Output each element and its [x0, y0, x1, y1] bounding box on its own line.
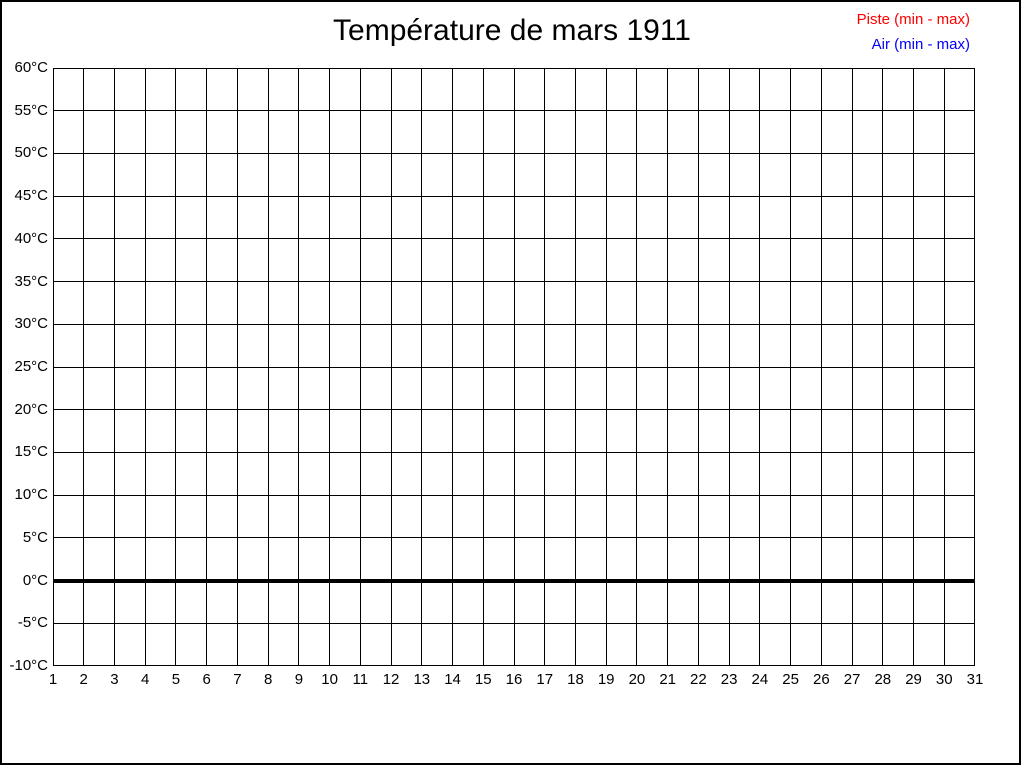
grid-line-horizontal [53, 495, 975, 496]
x-tick-label: 17 [536, 671, 554, 688]
zero-degree-line [53, 579, 975, 583]
legend-piste: Piste (min - max) [856, 11, 970, 28]
y-tick-label: 45°C [14, 187, 48, 205]
x-tick-label: 13 [413, 671, 431, 688]
y-tick-label: 10°C [14, 486, 48, 504]
x-tick-label: 23 [720, 671, 738, 688]
x-tick-label: 8 [263, 671, 273, 688]
x-tick-label: 24 [751, 671, 769, 688]
x-tick-label: 5 [171, 671, 181, 688]
x-tick-label: 26 [812, 671, 830, 688]
x-tick-label: 25 [782, 671, 799, 688]
x-tick-label: 21 [659, 671, 676, 688]
x-tick-label: 7 [233, 671, 242, 688]
legend-air: Air (min - max) [871, 36, 970, 53]
grid-line-horizontal [53, 452, 975, 453]
x-tick-label: 14 [444, 671, 461, 688]
x-tick-label: 22 [690, 671, 707, 688]
x-tick-label: 27 [843, 671, 861, 688]
x-tick-label: 31 [966, 671, 984, 688]
x-tick-label: 16 [505, 671, 523, 688]
y-tick-label: -10°C [9, 657, 48, 674]
grid-line-horizontal [53, 623, 975, 624]
x-tick-label: 28 [874, 671, 892, 688]
x-tick-label: 29 [905, 671, 922, 688]
grid-line-horizontal [53, 324, 975, 325]
y-tick-label: 20°C [14, 400, 48, 418]
grid-line-horizontal [53, 196, 975, 197]
y-tick-label: 40°C [14, 229, 48, 247]
chart-title: Température de mars 1911 [333, 14, 691, 47]
x-tick-label: 12 [382, 671, 400, 688]
grid-line-horizontal [53, 367, 975, 368]
x-tick-label: 1 [48, 671, 58, 688]
y-tick-label: 30°C [14, 315, 48, 333]
y-tick-label: 15°C [14, 443, 48, 461]
x-tick-label: 9 [294, 671, 304, 688]
x-tick-label: 15 [474, 671, 492, 688]
x-tick-label: 3 [110, 671, 119, 688]
y-tick-label: 35°C [14, 272, 48, 290]
y-tick-label: 55°C [14, 101, 48, 119]
x-tick-label: 30 [935, 671, 953, 688]
x-tick-label: 20 [628, 671, 646, 688]
y-tick-label: 60°C [14, 59, 48, 76]
grid-line-horizontal [53, 110, 975, 111]
x-tick-label: 2 [79, 671, 88, 688]
y-tick-label: 50°C [14, 144, 48, 162]
grid-line-horizontal [53, 281, 975, 282]
y-tick-label: 0°C [22, 571, 48, 589]
x-tick-label: 11 [352, 671, 369, 688]
grid-line-horizontal [53, 153, 975, 154]
grid-line-horizontal [53, 537, 975, 538]
y-tick-label: -5°C [17, 614, 48, 632]
grid-line-horizontal [53, 238, 975, 239]
grid-line-horizontal [53, 409, 975, 410]
y-tick-label: 5°C [22, 528, 48, 546]
x-tick-label: 19 [597, 671, 615, 688]
x-tick-label: 4 [141, 671, 150, 688]
x-tick-label: 10 [321, 671, 338, 688]
legend [857, 7, 970, 57]
x-tick-label: 6 [202, 671, 211, 688]
y-tick-label: 25°C [14, 358, 48, 375]
x-tick-label: 18 [567, 671, 584, 688]
